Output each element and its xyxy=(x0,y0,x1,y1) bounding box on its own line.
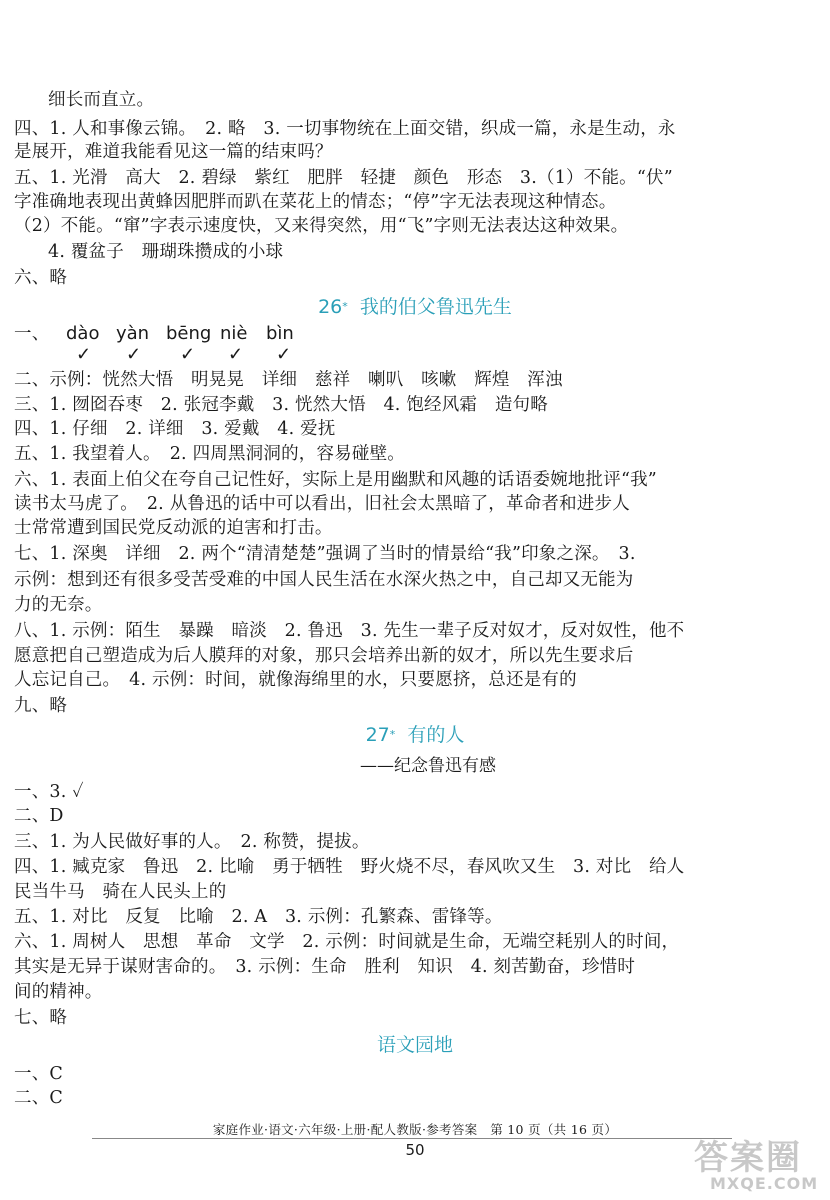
text-line: 九、略 xyxy=(14,696,68,716)
text-line: 七、略 xyxy=(14,1008,68,1028)
check-mark: ✓ xyxy=(180,344,196,365)
text-line: 五、1. 对比 反复 比喻 2. A 3. 示例：孔繁森、雷锋等。 xyxy=(14,907,503,927)
optional-mark: * xyxy=(389,728,396,741)
section-title-26 xyxy=(0,294,830,320)
text-line: 五、1. 光滑 高大 2. 碧绿 紫红 肥胖 轻捷 颜色 形态 3.（1）不能。“伏” xyxy=(14,168,673,188)
text-line: 人忘记自己。 4. 示例：时间，就像海绵里的水，只要愿挤，总还是有的 xyxy=(14,670,577,690)
text-line: 愿意把自己塑造成为后人膜拜的对象，那只会培养出新的奴才，所以先生要求后 xyxy=(14,646,634,666)
pinyin-item: yàn xyxy=(116,323,150,344)
text-line: 六、略 xyxy=(14,268,68,288)
lesson-title: 有的人 xyxy=(407,724,465,746)
lesson-title: 我的伯父鲁迅先生 xyxy=(359,296,512,318)
text-line: 五、1. 我望着人。 2. 四周黑洞洞的，容易碰壁。 xyxy=(14,444,405,464)
text-line: 四、1. 仔细 2. 详细 3. 爱戴 4. 爱抚 xyxy=(14,419,336,439)
check-mark: ✓ xyxy=(228,344,244,365)
page-footer: 家庭作业·语文·六年级·上册·配人教版·参考答案 第 10 页（共 16 页） xyxy=(212,1122,618,1137)
footer-rule xyxy=(92,1138,732,1139)
text-line: 二、D xyxy=(14,806,64,826)
text-line: 民当牛马 骑在人民头上的 xyxy=(14,882,227,902)
text-line: 四、1. 臧克家 鲁迅 2. 比喻 勇于牺牲 野火烧不尽，春风吹又生 3. 对比 给人 xyxy=(14,857,685,877)
text-line: 力的无奈。 xyxy=(14,595,103,615)
optional-mark: * xyxy=(342,300,348,313)
text-line: 读书太马虎了。 2. 从鲁迅的话中可以看出，旧社会太黑暗了，革命者和进步人 xyxy=(14,494,630,514)
text-line: 三、1. 囫囵吞枣 2. 张冠李戴 3. 恍然大悟 4. 饱经风霜 造句略 xyxy=(14,395,548,415)
pinyin-item: dào xyxy=(66,323,100,344)
text-line: 其实是无异于谋财害命的。 3. 示例：生命 胜利 知识 4. 刻苦勤奋，珍惜时 xyxy=(14,957,636,977)
text-line: 字准确地表现出黄蜂因肥胖而趴在菜花上的情态；“停”字无法表现这种情态。 xyxy=(14,192,617,212)
lesson-number: 26 xyxy=(318,296,343,318)
text-line: 四、1. 人和事像云锦。 2. 略 3. 一切事物统在上面交错，织成一篇，永是生动，永 xyxy=(14,119,676,139)
pinyin-item: bìn xyxy=(266,323,294,344)
check-mark: ✓ xyxy=(76,344,92,365)
pinyin-item: niè xyxy=(220,323,248,344)
text-line: 4. 覆盆子 珊瑚珠攒成的小球 xyxy=(48,242,284,262)
lesson-subtitle: ——纪念鲁迅有感 xyxy=(360,756,496,776)
text-line: 一、3. ✓ xyxy=(14,782,84,802)
text-line: 间的精神。 xyxy=(14,982,103,1002)
page-number: 50 xyxy=(405,1141,425,1159)
text-line: 六、1. 周树人 思想 革命 文学 2. 示例：时间就是生命，无端空耗别人的时间， xyxy=(14,932,680,952)
watermark-url: MXQE.COM xyxy=(710,1174,819,1193)
text-line: （2）不能。“窜”字表示速度快，又来得突然，用“飞”字则无法表达这种效果。 xyxy=(14,216,629,236)
text-line: 二、示例：恍然大悟 明晃晃 详细 慈祥 喇叭 咳嗽 辉煌 浑浊 xyxy=(14,370,563,390)
question-label: 一、 xyxy=(14,324,50,344)
check-mark: ✓ xyxy=(276,344,292,365)
section-title-garden: 语文园地 xyxy=(376,1034,453,1056)
text-line: 一、C xyxy=(14,1064,63,1084)
pinyin-item: bēng xyxy=(166,323,212,344)
check-mark: ✓ xyxy=(126,344,142,365)
text-line: 六、1. 表面上伯父在夸自己记性好，实际上是用幽默和风趣的话语委婉地批评“我” xyxy=(14,470,657,490)
watermark-logo xyxy=(690,1130,820,1196)
section-title-27 xyxy=(0,722,830,748)
text-line: 三、1. 为人民做好事的人。 2. 称赞，提拔。 xyxy=(14,832,370,852)
text-line: 士常常遭到国民党反动派的迫害和打击。 xyxy=(14,518,333,538)
lesson-number: 27 xyxy=(365,724,390,746)
text-line: 细长而直立。 xyxy=(48,90,155,110)
text-line: 是展开，难道我能看见这一篇的结束吗？ xyxy=(14,142,333,162)
text-line: 示例：想到还有很多受苦受难的中国人民生活在水深火热之中，自己却又无能为 xyxy=(14,570,634,590)
watermark-text: 答案圈 xyxy=(694,1138,802,1178)
text-line: 七、1. 深奥 详细 2. 两个“清清楚楚”强调了当时的情景给“我”印象之深。 3. xyxy=(14,544,636,564)
text-line: 二、C xyxy=(14,1088,63,1108)
text-line: 八、1. 示例：陌生 暴躁 暗淡 2. 鲁迅 3. 先生一辈子反对奴才，反对奴性，他不 xyxy=(14,621,685,641)
